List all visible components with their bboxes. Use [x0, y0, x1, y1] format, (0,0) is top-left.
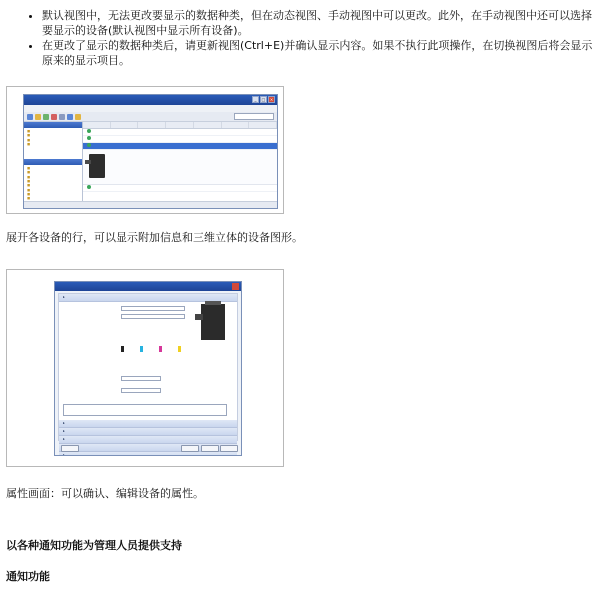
toner-level-black	[121, 346, 124, 352]
sidebar	[24, 122, 83, 202]
sidebar-tree	[24, 165, 82, 206]
properties-screenshot	[6, 269, 284, 467]
window-title-bar	[55, 282, 241, 291]
toolbar-icon	[75, 114, 81, 120]
table-row-selected	[83, 143, 277, 150]
window-title-bar	[24, 95, 277, 105]
menu-bar	[24, 105, 277, 112]
table-row	[83, 129, 277, 136]
row-detail-panel	[83, 150, 277, 185]
table-row	[83, 136, 277, 143]
device-3d-image	[89, 154, 105, 178]
property-field	[121, 306, 185, 311]
maximize-icon: □	[261, 97, 266, 102]
sidebar-tree	[24, 128, 82, 147]
table-header	[83, 122, 277, 129]
property-field	[63, 404, 227, 416]
minimize-icon: _	[252, 96, 259, 103]
device-3d-image	[201, 304, 225, 340]
search-input	[234, 113, 274, 120]
properties-window	[54, 281, 242, 456]
device-table	[83, 122, 277, 202]
section-heading: 通知功能	[6, 570, 50, 583]
figure2-caption: 属性画面：可以确认、编辑设备的属性。	[6, 487, 204, 500]
device-list-window	[23, 94, 278, 209]
property-field	[121, 314, 185, 319]
dialog-button	[181, 445, 199, 452]
close-icon	[232, 283, 239, 290]
toner-level-yellow	[178, 346, 181, 352]
bullet-item: • 在更改了显示的数据种类后，请更新视图(Ctrl+E)并确认显示内容。如果不执行此项操作，在切换视图后将会显示原来的显示项目。	[42, 38, 602, 68]
table-row	[83, 185, 277, 192]
section-heading: 以各种通知功能为管理人员提供支持	[6, 539, 182, 552]
toner-level-cyan	[140, 346, 143, 352]
close-icon: ×	[269, 97, 274, 102]
toolbar-icon	[35, 114, 41, 120]
toolbar-icon	[27, 114, 33, 120]
toolbar-icon	[59, 114, 65, 120]
dialog-button	[220, 445, 238, 452]
property-field	[121, 388, 161, 393]
toolbar-icon	[67, 114, 73, 120]
section-header	[59, 420, 237, 428]
bullet-item: • 默认视图中，无法更改要显示的数据种类，但在动态视图、手动视图中可以更改。此外，在手动视图中还可以选择要显示的设备(默认视图中显示所有设备)。	[42, 8, 602, 38]
property-field	[121, 376, 161, 381]
section-header	[59, 428, 237, 436]
dialog-button	[201, 445, 219, 452]
bullet-list	[22, 8, 602, 68]
toolbar-icon	[51, 114, 57, 120]
toner-level-magenta	[159, 346, 162, 352]
dialog-footer	[55, 442, 241, 455]
device-list-screenshot	[6, 86, 284, 214]
properties-panel	[58, 293, 238, 441]
figure1-caption: 展开各设备的行，可以显示附加信息和三维立体的设备图形。	[6, 231, 303, 244]
dialog-button	[61, 445, 79, 452]
status-bar	[24, 201, 277, 208]
toolbar	[24, 112, 277, 122]
toolbar-icon	[43, 114, 49, 120]
